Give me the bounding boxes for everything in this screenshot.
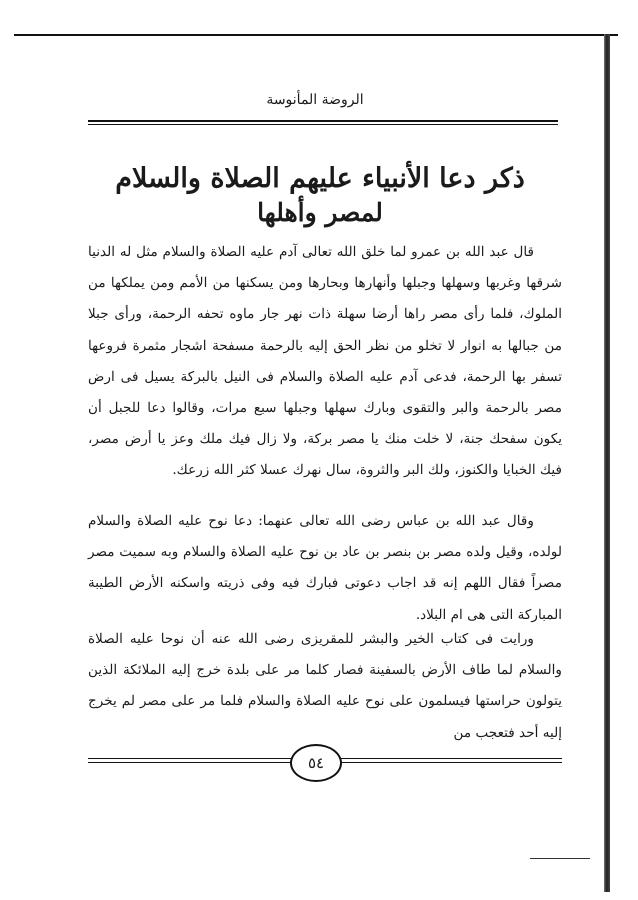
chapter-title: ذكر دعا الأنبياء عليهم الصلاة والسلام [115, 163, 525, 194]
paragraph-1: قال عبد الله بن عمرو لما خلق الله تعالى آدم عليه الصلاة والسلام مثل له الدنيا شرقها وغربها وسهلها وجبلها وأنهارها وبحارها ومن يسكنها من الأمم ومن يملكها من الملوك، فلما رأى مصر راها أرضا سهلة ذات نهر جار ماوه تحفه الرحمة، ورأى جبلا من جبالها به انوار لا تخلو من نظر الحق إليه بالرحمة مسفحة اشجار مثمرة فروعها تسفر بها الرحمة، فدعى آدم عليه الصلاة والسلام فى النيل بالبركة يسيل فى ارض مصر بالرحمة والبر والتقوى وبارك سهلها وجبلها سبع مرات، وقالوا دعا للجبل أن يكون سفحك جنة، لا خلت منك يا مصر بركة، ولا زال فيك ملك وعز يا أرض مصر، فيك الخبايا والكنوز، ولك البر والثروة، سال نهرك عسلا كثر الله زرعك. [88, 244, 562, 479]
header-rule-thin [88, 124, 558, 125]
scan-border-top [14, 34, 618, 36]
chapter-subtitle: لمصر وأهلها [257, 198, 383, 227]
header-rule [88, 120, 558, 122]
page-number: ٥٤ [290, 744, 342, 782]
paragraph-2: وقال عبد الله بن عباس رضى الله تعالى عنهما: دعا نوح عليه الصلاة والسلام لولده، وقيل ولده مصر بن بنصر بن عاد بن نوح عليه الصلاة والسلام وبه سميت مصر مصراً فقال اللهم إنه قد اجاب دعوتى فبارك فيه وفى ذريته واسكنه الأرض الطيبة المباركة التى هى ام البلاد. [88, 513, 562, 623]
scan-border-right [604, 34, 610, 892]
running-head: الروضة المأنوسة [266, 92, 364, 108]
scan-foot-mark [530, 858, 590, 859]
paragraph-3: ورايت فى كتاب الخير والبشر للمقريزى رضى الله عنه أن نوحا عليه الصلاة والسلام لما طاف الأرض بالسفينة فصار كلما مر على بلدة خرج إليه الملائكة الذين يتولون حراستها فيسلمون على نوح عليه الصلاة والسلام فلما مر على مصر لم يخرج إليه أحد فتعجب من [88, 631, 562, 741]
